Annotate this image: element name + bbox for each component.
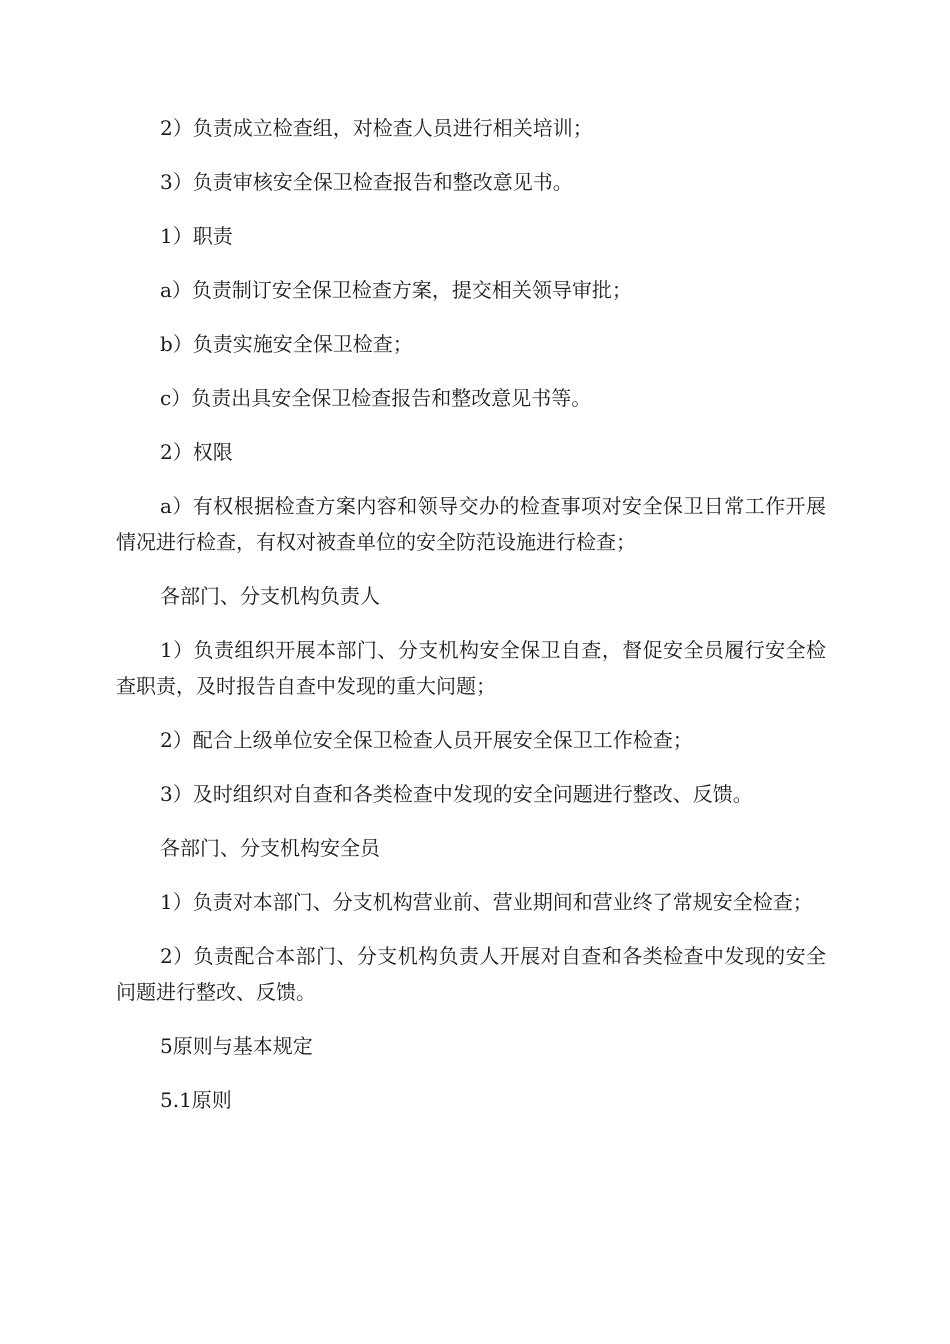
paragraph: a）负责制订安全保卫检查方案，提交相关领导审批； — [160, 278, 632, 302]
paragraph: 1）负责对本部门、分支机构营业前、营业期间和营业终了常规安全检查； — [160, 890, 813, 914]
paragraph: 2）负责成立检查组，对检查人员进行相关培训； — [160, 116, 593, 140]
paragraph: b）负责实施安全保卫检查； — [160, 332, 413, 356]
paragraph: 3）及时组织对自查和各类检查中发现的安全问题进行整改、反馈。 — [160, 782, 753, 806]
section-heading: 各部门、分支机构安全员 — [160, 836, 380, 860]
document-body — [116, 110, 826, 1136]
section-heading: 2）权限 — [160, 440, 233, 464]
paragraph: c）负责出具安全保卫检查报告和整改意见书等。 — [160, 386, 592, 410]
paragraph: a）有权根据检查方案内容和领导交办的检查事项对安全保卫日常工作开展情况进行检查，有权对被查单位的安全防范设施进行检查； — [116, 494, 826, 554]
paragraph: 2）配合上级单位安全保卫检查人员开展安全保卫工作检查； — [160, 728, 693, 752]
paragraph: 1）负责组织开展本部门、分支机构安全保卫自查，督促安全员履行安全检查职责，及时报告自查中发现的重大问题； — [116, 638, 826, 698]
paragraph: 3）负责审核安全保卫检查报告和整改意见书。 — [160, 170, 573, 194]
section-heading: 5.1原则 — [160, 1088, 232, 1112]
section-heading: 各部门、分支机构负责人 — [160, 584, 380, 608]
section-heading: 1）职责 — [160, 224, 233, 248]
paragraph: 2）负责配合本部门、分支机构负责人开展对自查和各类检查中发现的安全问题进行整改、反馈。 — [116, 944, 826, 1004]
section-heading: 5原则与基本规定 — [160, 1034, 313, 1058]
